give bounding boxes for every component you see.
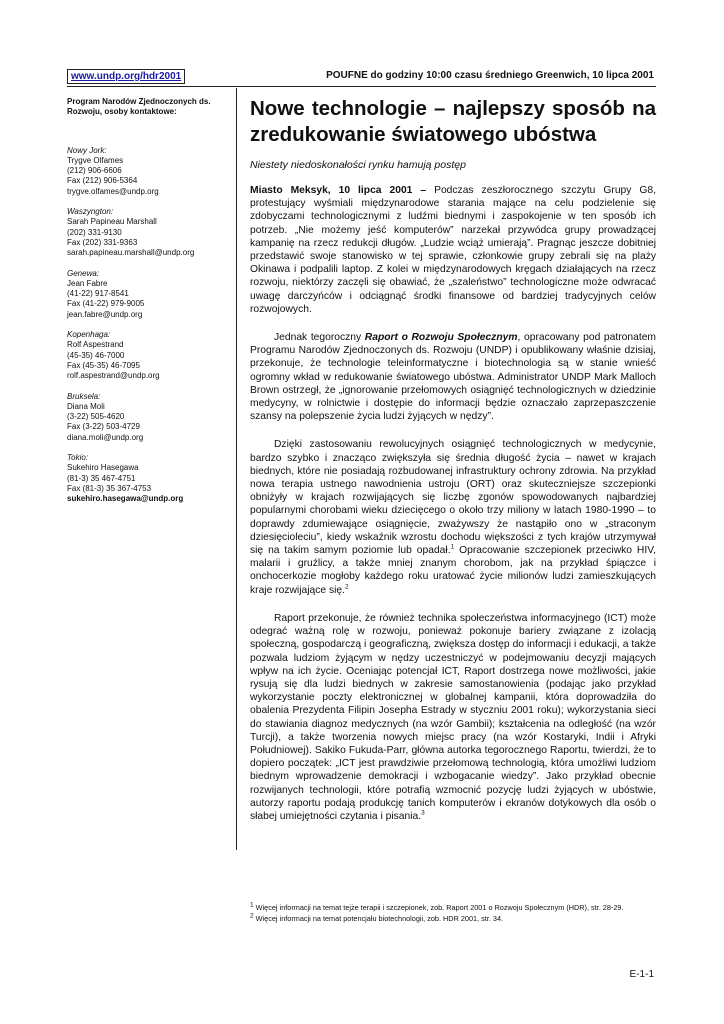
embargo-notice: POUFNE do godziny 10:00 czasu średniego Greenwich, 10 lipca 2001 <box>326 70 654 81</box>
contact-new-york <box>67 146 227 197</box>
contact-email[interactable]: diana.moli@undp.org <box>67 432 144 442</box>
footnote-number: 2 <box>250 912 254 920</box>
contact-phone: (212) 906-6606 <box>67 166 122 176</box>
contact-phone: (45-35) 46-7000 <box>67 350 125 360</box>
paragraph-text: Raport przekonuje, że również technika społeczeństwa informacyjnego (ICT) może odegrać ważną rolę w rozwoju, ponieważ pokonuje bariery związane z izolacją społeczną, gospodarczą i geograficzną, zwiększa dostęp do informacji i edukacji, a także pozwala ludziom żyjącym w nędzy uczestniczyć w podejmowaniu decyzji mających wpływ na ich życie. Oceniając potencjał ICT, Raport dostrzega nowe możliwości, jakie rysują się dla ludzi biednych w zakresie samostanowienia (podając jako przykład wykorzystanie poczty elektronicznej w globalnej kampanii, która doprowadziła do obalenia Prezydenta Filipin Josepha Estrady w styczniu 2001 roku); wykorzystania sieci do stawiania diagnoz medycznych (na wzór Gambii); kształcenia na odległość (na wzór Turcji), a także tworzenia nowych miejsc pracy (na wzór Kostaryki, Indii i Afryki Południowej). Sakiko Fukuda-Parr, główna autorka tegorocznego Raportu, twierdzi, że to dopiero początek: „ICT jest prawdziwie przełomową technologią, która umożliwi ludziom biednym wprowadzenie demokracji i wzbogacanie wiedzy”. Jako przykład obecnie rozwijanych technologii, które potrafią wzmocnić pozycję ludzi żyjących w ubóstwie, autorzy raportu podają produkcję tanich komputerów i ekranów dotykowych dla osób o słabej umiejętności czytania i pisania. <box>250 612 656 822</box>
contact-fax: Fax (3-22) 503-4729 <box>67 422 140 432</box>
contact-city: Bruksela: <box>67 391 101 401</box>
contact-fax: Fax (81-3) 35 367-4753 <box>67 483 152 493</box>
contact-phone: (41-22) 917-8541 <box>67 289 129 299</box>
column-divider <box>236 88 237 850</box>
contacts-sidebar <box>67 97 227 515</box>
contact-brussels <box>67 392 227 443</box>
paragraph-text: Dzięki zastosowaniu rewolucyjnych osiągnięć technologicznych w medycynie, bardzo szybko i znacząco zwiększyła się średnia długość życia – nawet w krajach biednych, które nie posiadają rozbudowanej infrastruktury ochrony zdrowia. Na przykład nowa terapia ustnego nawodnienia ustroju (ORT) oraz skuteczniejsze szczepionki obniżyły w krajach rozwijających się liczbę zgonów spowodowanych najbardziej popularnymi chorobami wieku dziecięcego o około trzy miliony w latach 1980-1990 – to doprawdy zdumiewające osiągnięcie, zważywszy że nastąpiło ono w „straconym dziesięcioleciu”, kiedy wskaźnik wzrostu dochodu większości z tych krajów utrzymywał się na takim samym poziomie lub opadał. <box>250 439 656 557</box>
contact-name: Sarah Papineau Marshall <box>67 217 157 227</box>
contact-name: Trygve Olfames <box>67 155 124 165</box>
contact-tokyo <box>67 453 227 504</box>
contact-phone: (81-3) 35 467-4751 <box>67 473 136 483</box>
article-title: Nowe technologie – najlepszy sposób na zredukowanie światowego ubóstwa <box>250 97 656 146</box>
contact-geneva <box>67 269 227 320</box>
contact-fax: Fax (41-22) 979-9005 <box>67 299 145 309</box>
footnote-number: 1 <box>250 901 254 909</box>
paragraph-3 <box>250 438 656 596</box>
contact-name: Diana Moli <box>67 401 105 411</box>
paragraph-2 <box>250 331 656 423</box>
contact-email[interactable]: sarah.papineau.marshall@undp.org <box>67 248 195 258</box>
contact-phone: (202) 331-9130 <box>67 227 122 237</box>
contact-washington <box>67 207 227 258</box>
footnote-text: Więcej informacji na temat tejże terapii i szczepionek, zob. Raport 2001 o Rozwoju Społecznym (HDR), str. 28-29. <box>253 903 624 912</box>
contact-copenhagen <box>67 330 227 381</box>
header-divider <box>67 86 656 87</box>
contact-fax: Fax (202) 331-9363 <box>67 237 138 247</box>
contact-city: Genewa: <box>67 268 100 278</box>
contact-email[interactable]: jean.fabre@undp.org <box>67 309 143 319</box>
footnote <box>250 903 656 912</box>
footnote <box>250 914 656 923</box>
contact-city: Waszyngton: <box>67 207 114 217</box>
footnote-ref[interactable]: 3 <box>421 809 425 817</box>
contact-email[interactable]: trygve.olfames@undp.org <box>67 186 159 196</box>
contact-name: Sukehiro Hasegawa <box>67 463 139 473</box>
article <box>250 96 656 838</box>
contact-city: Tokio: <box>67 453 89 463</box>
footnote-text: Więcej informacji na temat potencjału biotechnologii, zob. HDR 2001, str. 34. <box>253 914 504 923</box>
paragraph-text: , opracowany pod patronatem Programu Narodów Zjednoczonych ds. Rozwoju (UNDP) i opublikowany właśnie dzisiaj, przekonuje, że technologie teleinformatyczne i biotechnologia są w stanie wnieść ogromny wkład w redukowanie światowego ubóstwa. Administrator UNDP Mark Malloch Brown ostrzegł, że „ignorowanie przełomowych osiągnięć technologicznych w dziedzinie medycyny, w rolnictwie i dostępie do informacji będzie oznaczało zaprzepaszczenie szansy na polepszenie życia ludzi żyjących w nędzy”. <box>250 332 656 423</box>
contact-name: Rolf Aspestrand <box>67 340 124 350</box>
paragraph-text: Opracowanie szczepionek przeciwko HIV, malarii i gruźlicy, a także mniej znanym chorobom, jak na przykład śpiączce i onchocerkozie mogłoby każdego roku uratować życie milionów ludzi zamieszkujących kraje rozwijające się. <box>250 545 656 596</box>
footnote-ref[interactable]: 1 <box>450 543 455 551</box>
hdr-link[interactable]: www.undp.org/hdr2001 <box>67 69 185 84</box>
dateline: Miasto Meksyk, 10 lipca 2001 – <box>250 185 427 196</box>
paragraph-text: Jednak tegoroczny <box>274 332 365 344</box>
contact-name: Jean Fabre <box>67 278 108 288</box>
page-number: E-1-1 <box>629 969 654 980</box>
contact-city: Nowy Jork: <box>67 145 107 155</box>
contact-city: Kopenhaga: <box>67 330 111 340</box>
footnotes <box>250 903 656 925</box>
footnote-ref[interactable]: 2 <box>345 583 349 591</box>
paragraph-text: Podczas zeszłorocznego szczytu Grupy G8, protestujący wyśmiali międzynarodowe starania mające na celu podzielenie się zdobyczami technologicznymi z ludźmi biednymi i zaspokojenie w ten sposób ich potrzeb. „Nie możemy jeść komputerów” narzekał przywódca grupy prowadzącej kampanię na rzecz redukcji długów. „Ludzie wciąż umierają”. Pragnąc jeszcze dobitniej przedstawić swoje stanowisko w tej sprawie, członkowie grupy zebrali się na plaży Okinawa i podpalili laptop. Z kolei w międzynarodowych kręgach działających na rzecz rozwoju, niektórzy zaczęli się obawiać, że „szaleństwo” technologiczne może odwracać uwagę darczyńców i odciągnąć środki finansowe od bardziej tradycyjnych celów rozwojowych. <box>250 185 656 315</box>
paragraph-1 <box>250 184 656 316</box>
article-body <box>250 184 656 823</box>
contact-email[interactable]: sukehiro.hasegawa@undp.org <box>67 494 184 504</box>
contact-fax: Fax (45-35) 46-7095 <box>67 360 140 370</box>
contact-email[interactable]: rolf.aspestrand@undp.org <box>67 371 160 381</box>
report-title: Raport o Rozwoju Społecznym <box>364 332 518 344</box>
sidebar-heading: Program Narodów Zjednoczonych ds. Rozwoju, osoby kontaktowe: <box>67 97 211 117</box>
contact-fax: Fax (212) 906-5364 <box>67 176 138 186</box>
contact-phone: (3-22) 505-4620 <box>67 412 125 422</box>
article-subtitle: Niestety niedoskonałości rynku hamują postęp <box>250 159 466 171</box>
paragraph-4 <box>250 612 656 823</box>
